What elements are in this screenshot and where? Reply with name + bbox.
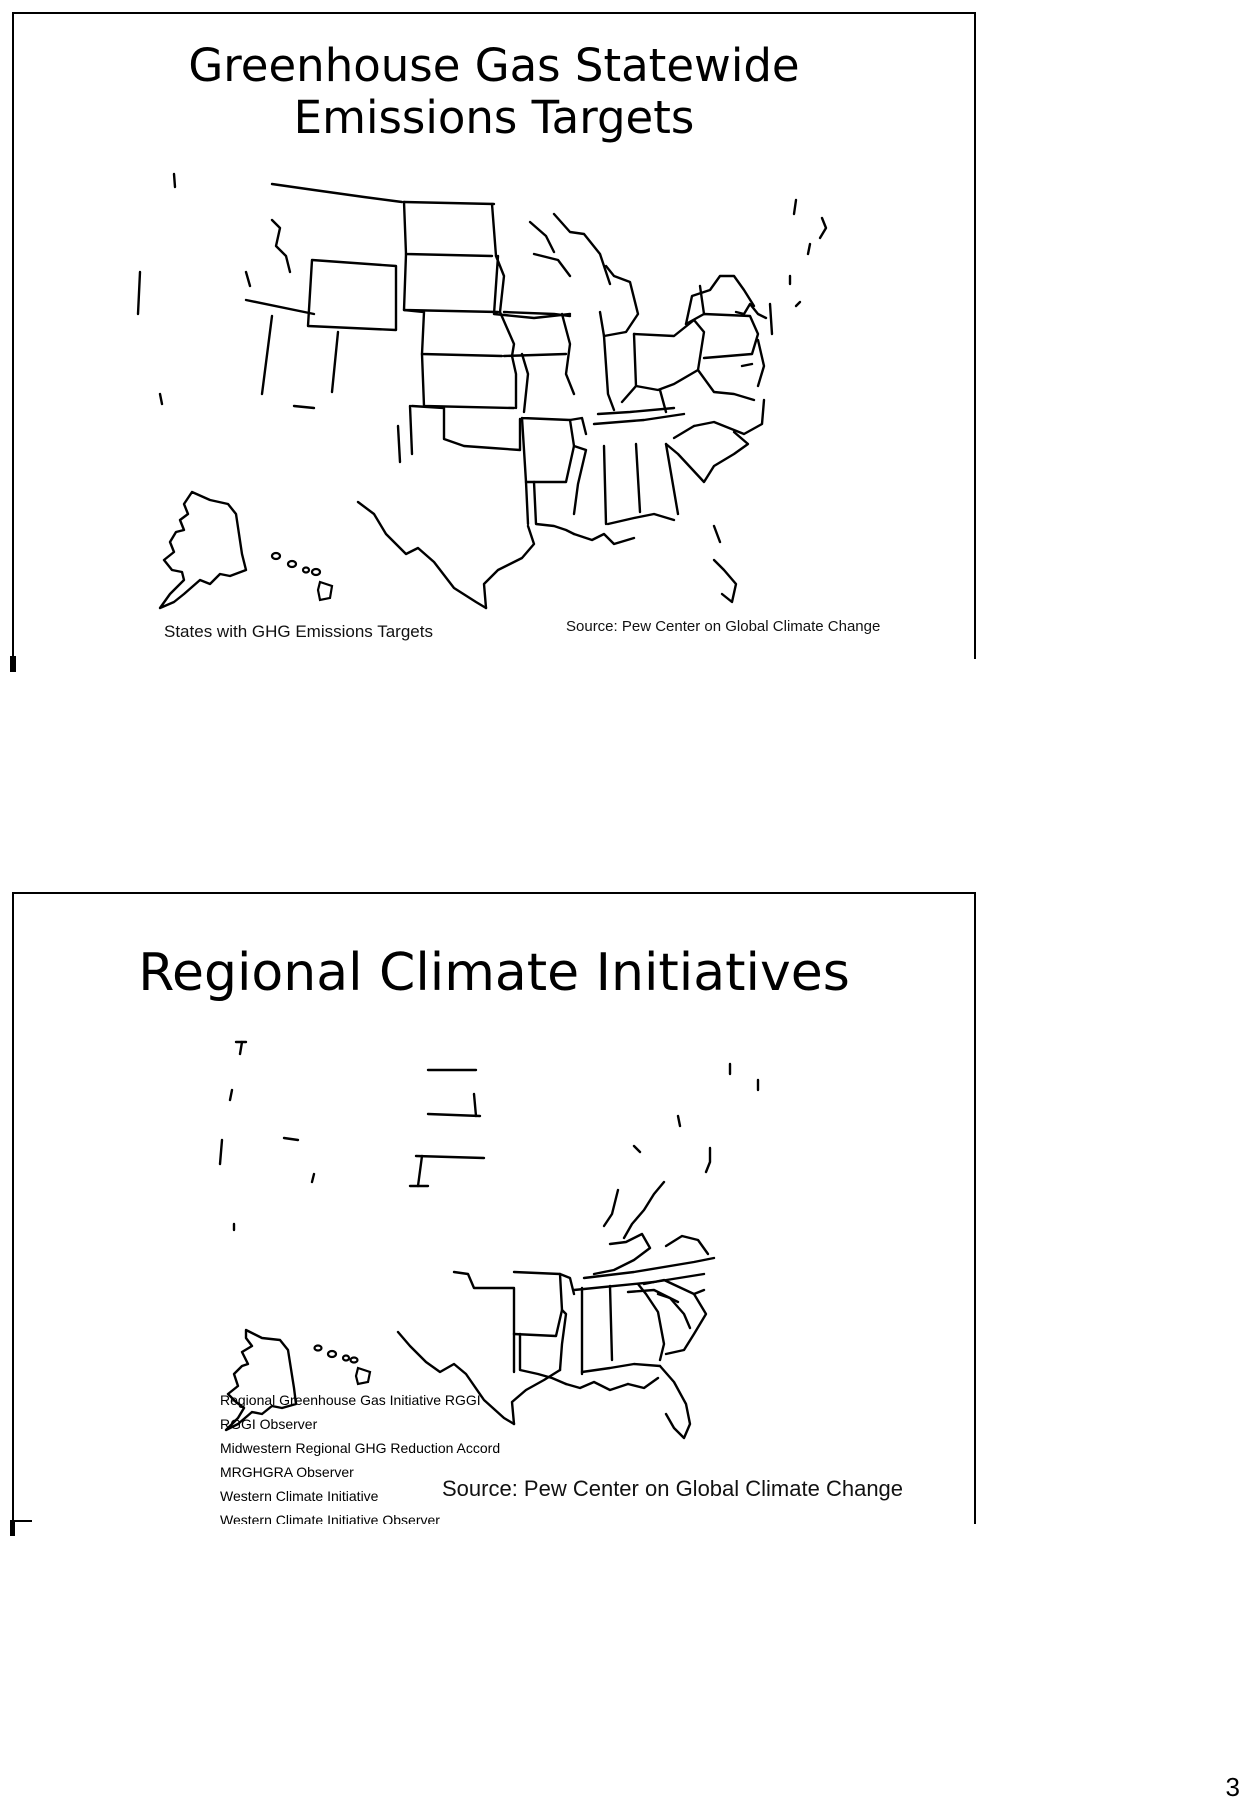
map-legend <box>220 1388 500 1524</box>
slide-2-corner-tick <box>10 1520 32 1522</box>
map-legend-label: States with GHG Emissions Targets <box>164 622 433 641</box>
legend-item-mrghgra: Midwestern Regional GHG Reduction Accord <box>220 1440 501 1456</box>
legend-item-rggi: Regional Greenhouse Gas Initiative RGGI <box>220 1392 481 1408</box>
slide-title: Regional Climate Initiatives <box>138 943 850 1003</box>
source-caption: Source: Pew Center on Global Climate Change <box>442 1476 904 1501</box>
slide-title-line-2: Emissions Targets <box>293 90 695 144</box>
page-number: 3 <box>1225 1772 1240 1802</box>
legend-item-wci: Western Climate Initiative <box>220 1488 379 1504</box>
legend-item-wci-observer: Western Climate Initiative Observer <box>220 1512 440 1524</box>
legend-item-mrghgra-observer: MRGHGRA Observer <box>220 1464 354 1480</box>
legend-item-rggi-observer: RGGI Observer <box>220 1416 318 1432</box>
slide-2-corner-mark <box>10 1520 15 1536</box>
us-map-icon <box>14 14 974 659</box>
slide-ghg-targets <box>12 12 976 659</box>
source-caption: Source: Pew Center on Global Climate Change <box>566 618 881 635</box>
slide-1-corner-mark <box>10 656 16 672</box>
slide-title-line-1: Greenhouse Gas Statewide <box>188 39 800 92</box>
slide-regional-initiatives <box>12 892 976 1524</box>
